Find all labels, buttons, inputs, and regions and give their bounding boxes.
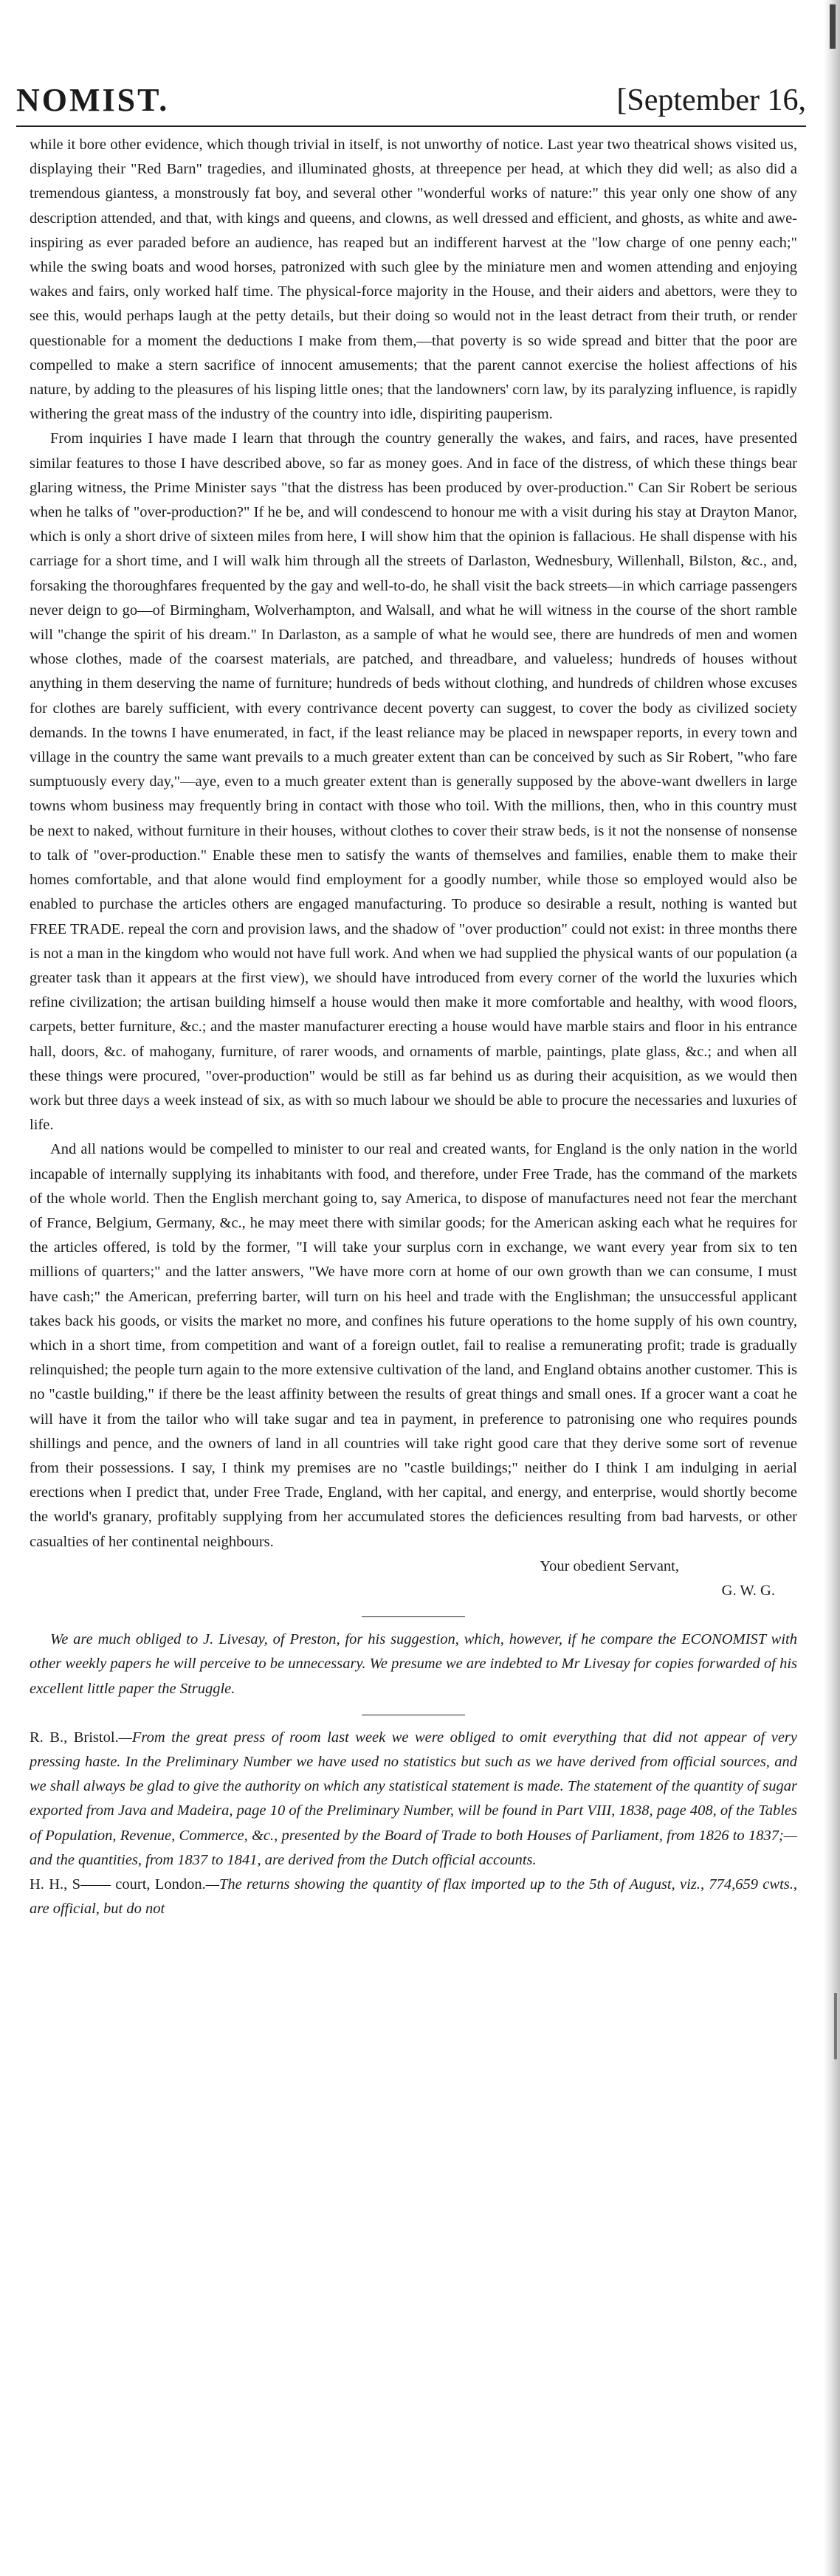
letter-paragraph: And all nations would be compelled to minister to our real and created wants, for England is the only nation in the world incapable of internally supplying its inhabitants with food, and therefore, under Free Trade, has the command of the markets of the whole world. Then the English merchant going to, say America, to dispose of manufactures need not fear the merchant of France, Belgium, Germany, &c., he may meet there with similar goods; for the American asking each what he requires for the articles offered, is told by the former, "I will take your surplus corn in exchange, we want every year from six to ten millions of quarters;" and the latter answers, "We have more corn at home of our own growth than we can consume, I must have cash;" the American, preferring barter, will turn on his heel and trade with the Englishman; the unsuccessful applicant takes back his goods, or visits the market no more, and confines his future operations to the home supply of his own country, which in a short time, from competition and want of a foreign outlet, fail to realise a remunerating profit; trade is gradually relinquished; the people turn again to the more extensive cultivation of the land, and England obtains another customer. This is no "castle building," if there be the least affinity between the results of great things and small ones. If a grocer want a coat he will have it from the tailor who will take sugar and tea in payment, in preference to patronising one who requires pounds shillings and pence, and the owners of land in all countries will take right good care that they derive some sort of revenue from their possessions. I say, I think my premises are no "castle buildings;" neither do I think I am indulging in aerial erections when I predict that, under Free Trade, England, with her capital, and energy, and enterprise, would shortly become the world's granary, profitably supplying from her accumulated stores the deficiences resulting from bad harvests, or other casualties of her continental neighbours. xyxy=(30,1141,797,1550)
correspondent-text: —The returns showing the quantity of flax imported up to the 5th of August, viz., 774,659 cwts., are official, but do not xyxy=(30,1876,798,1918)
page-header xyxy=(16,81,806,127)
issue-date: [September 16, xyxy=(616,83,806,117)
letter-paragraph: while it bore other evidence, which though trivial in itself, is not unworthy of notice. Last year two theatrical shows visited us, displaying their "Red Barn" tragedies, and illuminated ghosts, at threepence per head, at which they did well; as also did a tremendous giantess, a monstrously fat boy, and several other "wonderful works of nature:" this year only one show of any description attended, and that, with kings and queens, and clowns, as well dressed and efficient, and ghosts, as white and awe-inspiring as ever paraded before an audience, has reaped but an indifferent harvest at the "low charge of one penny each;" while the swing boats and wood horses, patronized with such glee by the miniature men and women attending and enjoying wakes and fairs, only worked half time. The physical-force majority in the House, and their aiders and abettors, were they to see this, would perhaps laugh at the petty details, but their doing so would not in the least detract from their truth, or render questionable for a moment the deductions I make from them,—that poverty is so wide spread and bitter that the poor are compelled to make a stern sacrifice of innocent amusements; that the parent cannot exercise the holiest affections of his nature, by adding to the pleasures of his lisping little ones; that the landowners' corn law, by its paralyzing influence, is rapidly withering the great mass of the industry of the country into idle, dispiriting pauperism. xyxy=(30,137,797,423)
editorial-note: We are much obliged to J. Livesay, of Preston, for his suggestion, which, however, if he compare the ECONOMIST with other weekly papers he will perceive to be unnecessary. We presume we are indebted to Mr Livesay for copies forwarded of his excellent little paper the Struggle. xyxy=(30,1631,797,1697)
binding-mark xyxy=(834,1993,837,2059)
correspondent-name: R. B., Bristol. xyxy=(30,1729,119,1746)
correspondent-text: —From the great press of room last week we were obliged to omit everything that did not appear of very pressing haste. In the Preliminary Number we have used no statistics but such as we have derived from official sources, and we shall always be glad to give the authority on which any statistical statement is made. The statement of the quantity of sugar exported from Java and Madeira, page 10 of the Preliminary Number, will be found in Part VIII, 1838, page 408, of the Tables of Population, Revenue, Commerce, &c., presented by the Board of Trade to both Houses of Parliament, from 1826 to 1837;—and the quantities, from 1837 to 1841, are derived from the Dutch official accounts. xyxy=(30,1729,797,1868)
binding-mark xyxy=(830,4,836,49)
page-edge xyxy=(824,0,840,2576)
letter-signature: G. W. G. xyxy=(721,1582,775,1599)
page-content xyxy=(30,133,797,1921)
letter xyxy=(30,133,797,1603)
letter-paragraph: From inquiries I have made I learn that through the country generally the wakes, and fairs, and races, have presented similar features to those I have described above, so far as money goes. And in face of the distress, of which these things bear glaring witness, the Prime Minister says "that the distress has been produced by over-production." Can Sir Robert be serious when he talks of "over-production?" If he be, and will condescend to honour me with a visit during his stay at Drayton Manor, which is only a short drive of sixteen miles from here, I will show him that the opinion is fallacious. He shall dispense with his carriage for a short time, and I will walk him through all the streets of Darlaston, Wednesbury, Willenhall, Bilston, &c., and, forsaking the thoroughfares frequented by the gay and well-to-do, he shall visit the back streets—in which carriage passengers never deign to go—of Birmingham, Wolverhampton, and Walsall, and what he will witness in the course of the short ramble will "change the spirit of his dream." In Darlaston, as a sample of what he would see, there are hundreds of men and women whose clothes, made of the coarsest materials, are patched, and threadbare, and valueless; hundreds of houses without anything in them deserving the name of furniture; hundreds of beds without clothing, and hundreds of children whose excuses for clothes are barely sufficient, with every contrivance decent poverty can suggest, to cover the body as civilized society demands. In the towns I have enumerated, in fact, if the least reliance may be placed in newspaper reports, in every town and village in the country the same want prevails to a much greater extent than can be conceived by such as Sir Robert, "who fare sumptuously every day,"—aye, even to a much greater extent than is generally supposed by the above-want dwellers in large towns whom business may frequently bring in contact with those who toil. With the millions, then, who in this country must be next to naked, without furniture in their houses, without clothes to cover their straw beds, is it not the nonsense of nonsense to talk of "over-production." Enable these men to satisfy the wants of themselves and families, enable them to make their homes comfortable, and that alone would find employment for a goodly number, while those so employed would also be enabled to purchase the articles others are engaged manufacturing. To produce so desirable a result, nothing is wanted but FREE TRADE. repeal the corn and provision laws, and the shadow of "over production" could not exist: in three months there is not a man in the kingdom who would not have full work. And when we had supplied the physical wants of our population (a greater task than it appears at the first view), we should have introduced from every corner of the world the luxuries which refine civilization; the artisan building himself a house would then make it more comfortable and healthy, with wood floors, carpets, better furniture, &c.; and the master manufacturer erecting a house would have marble stairs and floor in his entrance hall, doors, &c. of mahogany, furniture, of rarer woods, and ornaments of marble, paintings, plate glass, &c.; and when all these things were procured, "over-production" would be still as far behind us as during their acquisition, as we would then work but three days a week instead of six, as with so much labour we should be able to procure the necessaries and luxuries of life. xyxy=(30,430,797,1134)
divider xyxy=(362,1616,465,1617)
letter-closing: Your obedient Servant, xyxy=(540,1557,679,1574)
masthead: NOMIST. xyxy=(16,82,170,118)
correspondent-name: H. H., S—— court, London. xyxy=(30,1876,206,1893)
correspondent-note xyxy=(30,1726,797,1873)
correspondent-note xyxy=(30,1873,797,1921)
